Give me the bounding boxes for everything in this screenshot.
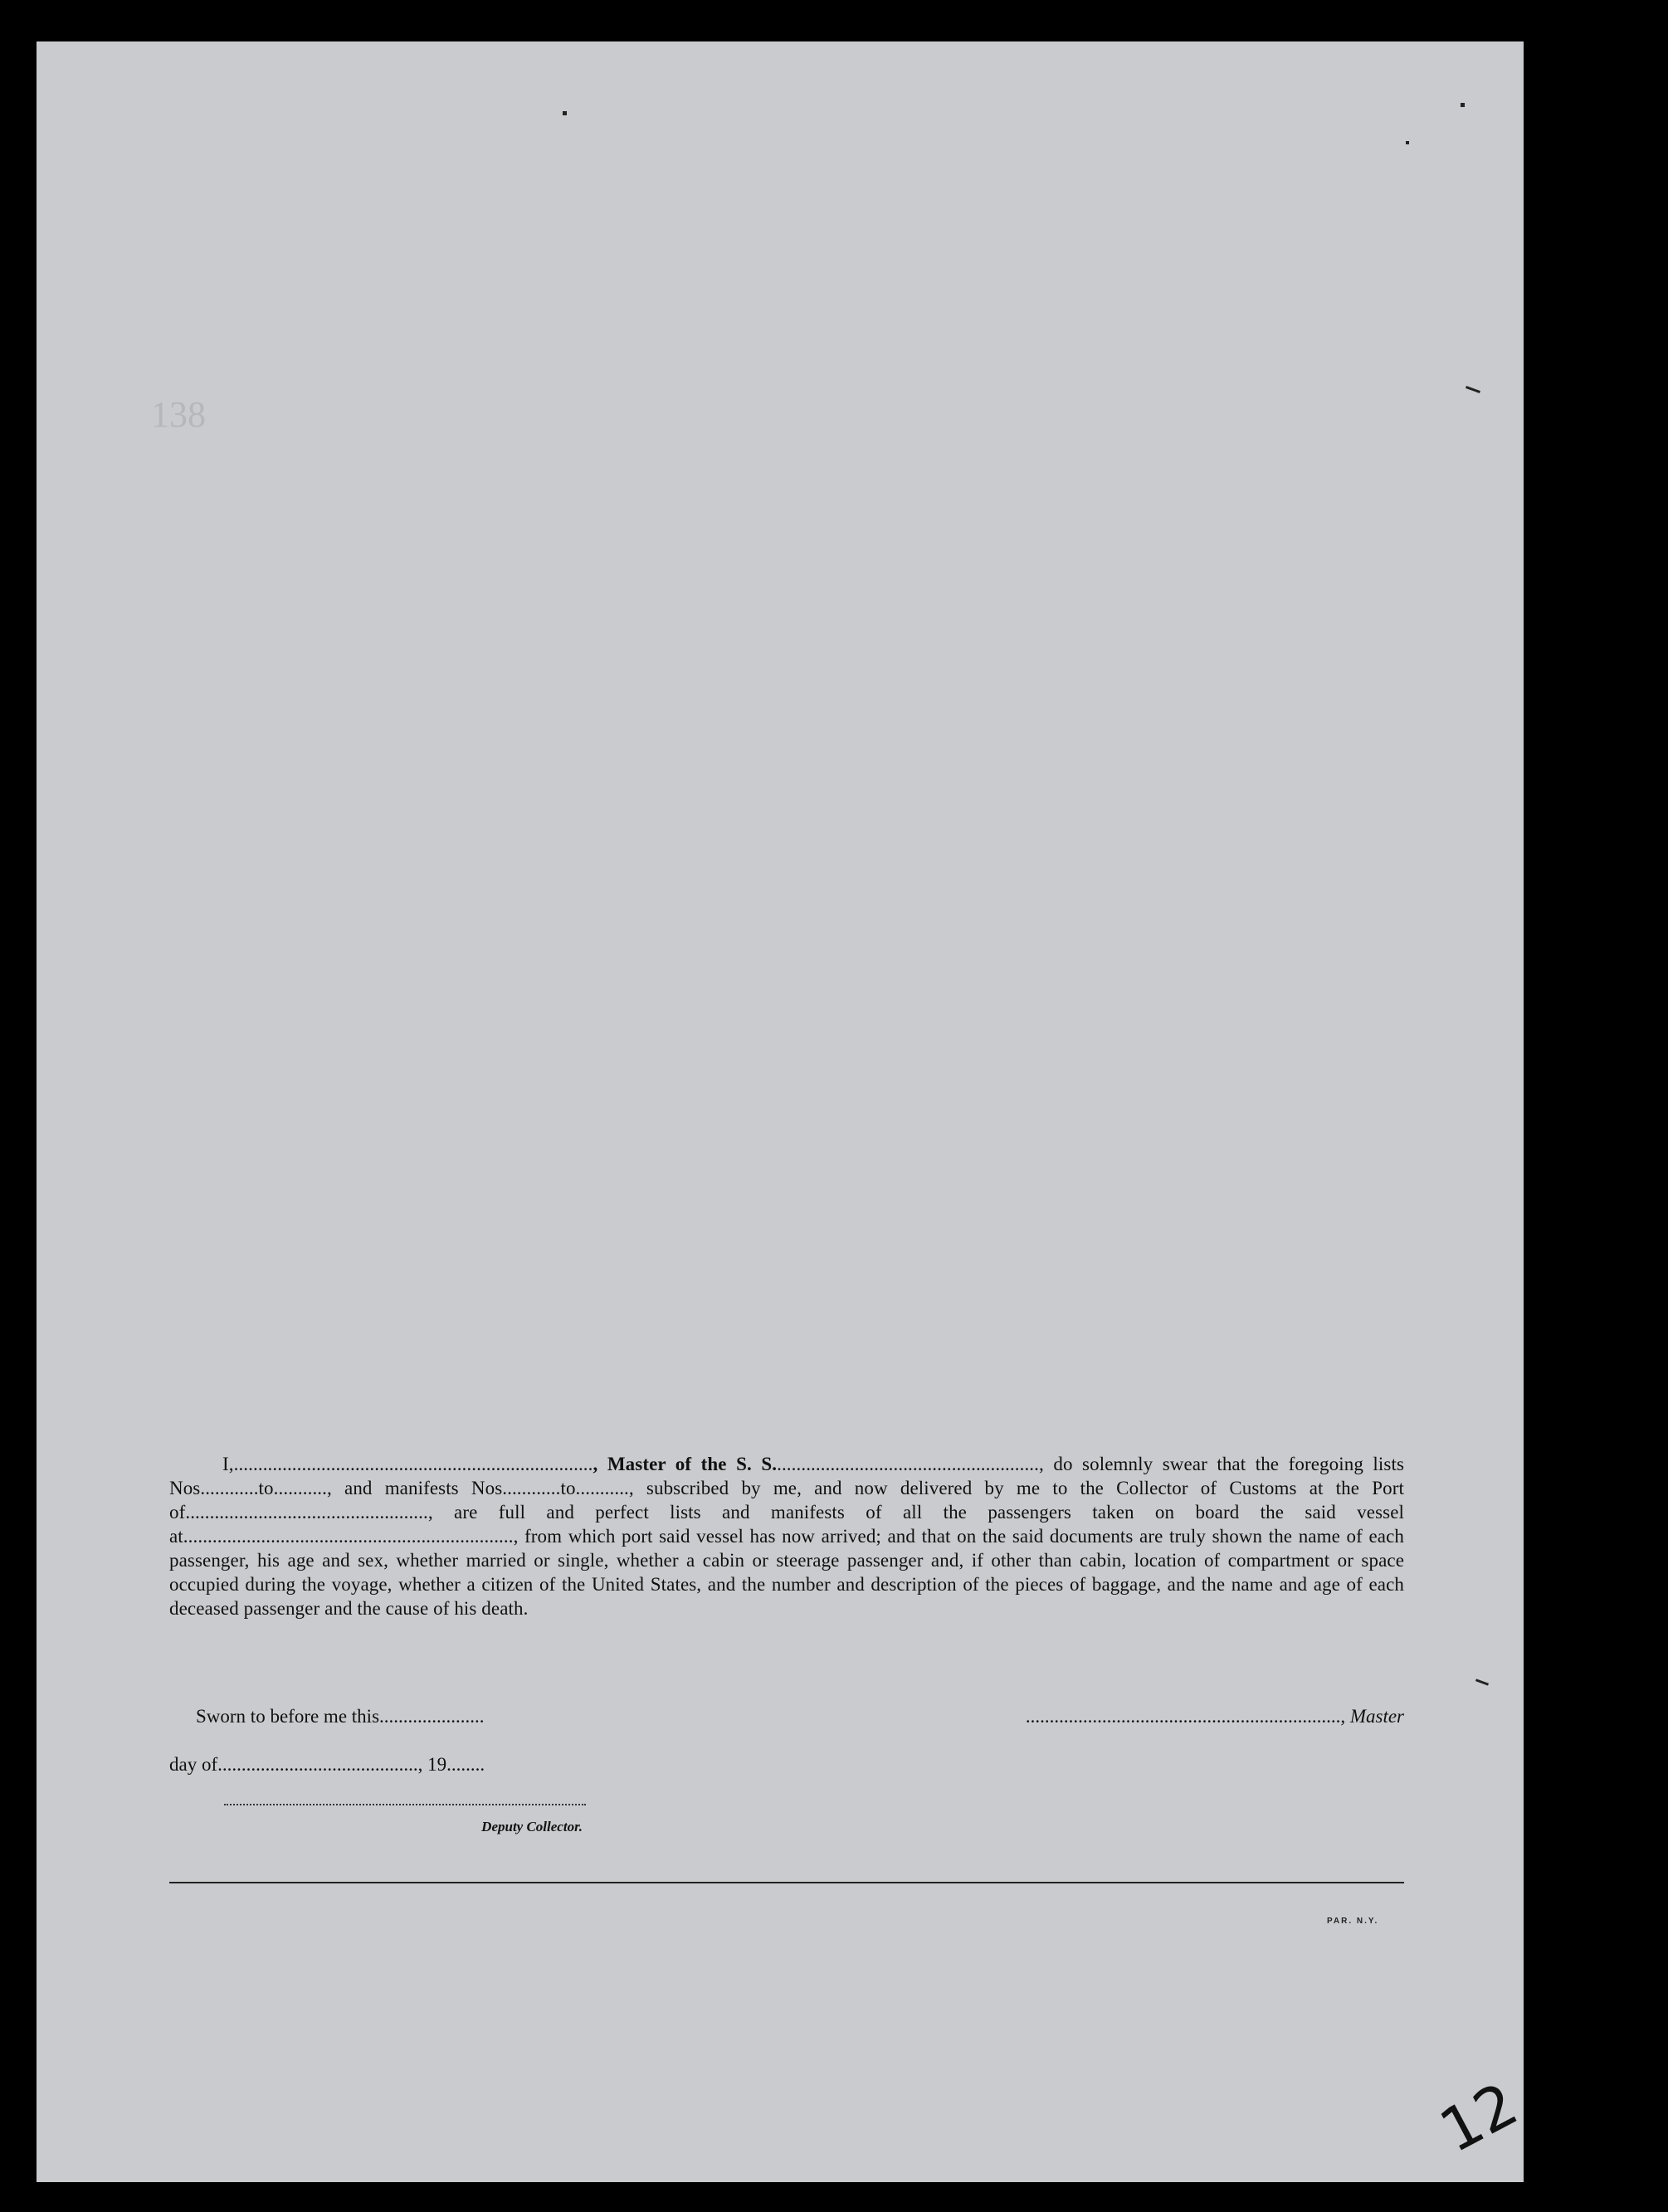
master-signature-label: , Master bbox=[1340, 1706, 1404, 1727]
margin-mark bbox=[1466, 386, 1480, 393]
master-name-field: .......................................................................... bbox=[233, 1454, 593, 1474]
margin-mark bbox=[1461, 103, 1465, 107]
oath-line1-end: , do solemnly bbox=[1039, 1454, 1153, 1474]
deputy-collector-label: Deputy Collector. bbox=[481, 1819, 583, 1834]
master-signature-line bbox=[896, 1706, 1404, 1727]
bleed-through-number: 138 bbox=[151, 394, 206, 435]
oath-pronoun: I, bbox=[222, 1454, 234, 1474]
handwritten-folio-number: 12 bbox=[1428, 2068, 1529, 2166]
margin-mark bbox=[563, 111, 567, 115]
day-of-line: day of.........................................., 19........ bbox=[169, 1754, 485, 1775]
ship-name-field: ...................................................... bbox=[777, 1454, 1039, 1474]
oath-first-line bbox=[169, 1452, 1404, 1620]
bottom-rule bbox=[169, 1882, 1404, 1883]
master-signature-field: .................................................................. bbox=[1025, 1706, 1341, 1727]
margin-mark bbox=[1406, 141, 1409, 144]
oath-paragraph bbox=[169, 1452, 1404, 1620]
printer-imprint: PAR. N.Y. bbox=[1327, 1917, 1379, 1926]
master-of-ship-label: , Master of the S. S. bbox=[593, 1454, 778, 1474]
document-page bbox=[37, 41, 1529, 2182]
deputy-signature-field bbox=[224, 1804, 586, 1805]
oath-body-text: swear that the foregoing lists Nos............to..........., and manifests Nos............to..........., subscribed by me, and now delivered by me to the Collector of Customs at the Port of.................................................., are full and perfect lists and manifests of all the passengers taken on board the said vessel at...................................................................., from which port said vessel has now arrived; and that on the said documents are truly shown the name of each passenger, his age and sex, whether married or single, whether a cabin or steerage passenger and, if other than cabin, location of compartment or space occupied during the voyage, whether a citizen of the United States, and the number and description of the pieces of baggage, and the name and age of each deceased passenger and the cause of his death. bbox=[169, 1454, 1404, 1619]
margin-mark bbox=[1475, 1678, 1489, 1685]
sworn-before-line: Sworn to before me this...................... bbox=[196, 1706, 485, 1727]
